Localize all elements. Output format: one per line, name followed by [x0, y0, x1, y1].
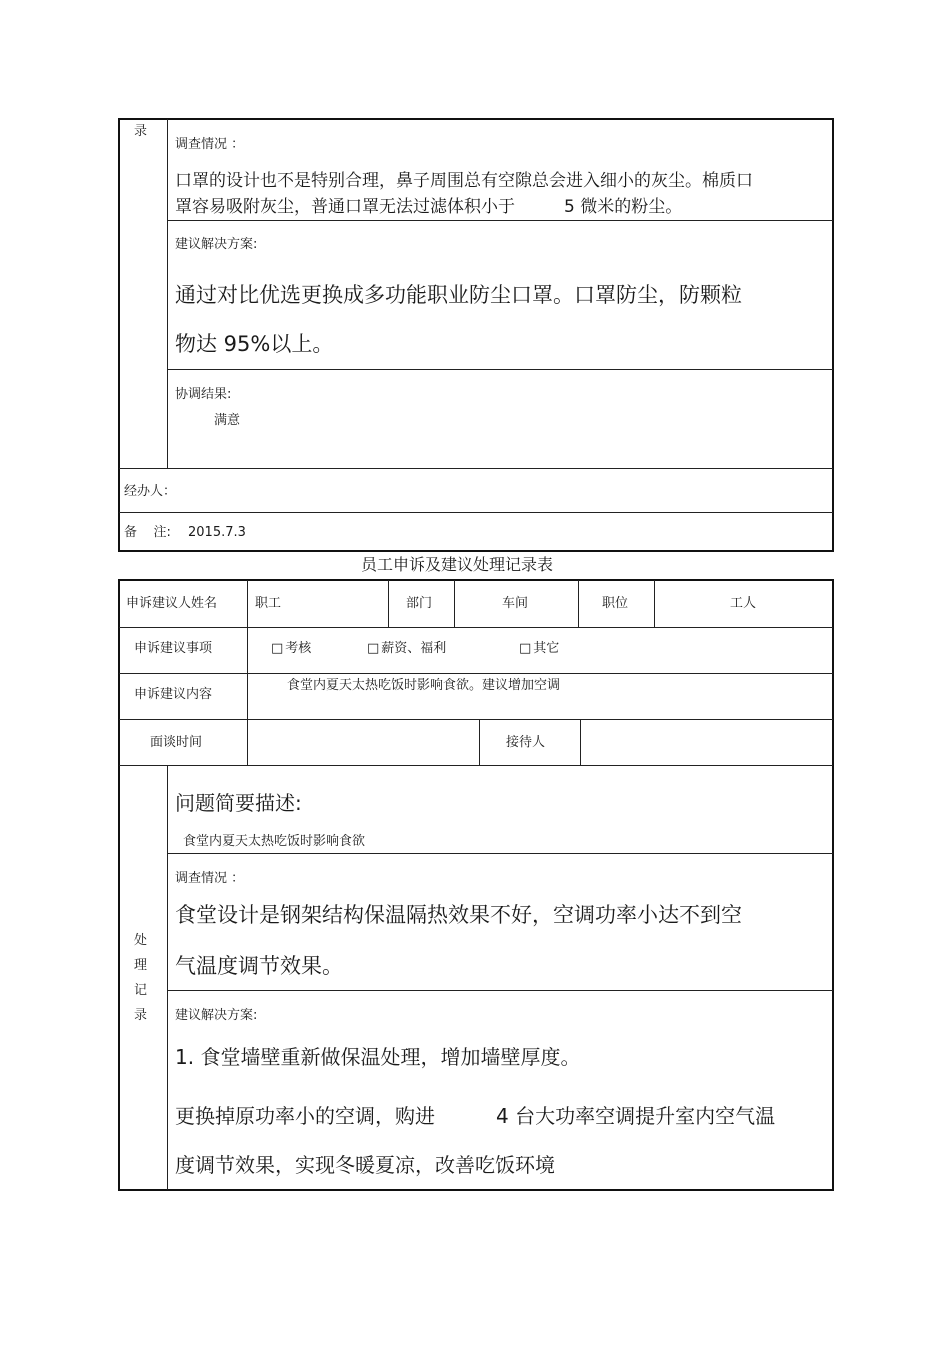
divider: [479, 719, 480, 765]
department-value: 车间: [502, 596, 529, 611]
record-side-label: 理: [134, 958, 148, 973]
matter-label: 申诉建议事项: [134, 641, 213, 656]
solution-text: 1. 食堂墙壁重新做保温处理，增加墙壁厚度。: [175, 1045, 581, 1069]
name-value: 职工: [255, 596, 282, 611]
solution-title: 建议解决方案:: [175, 1008, 258, 1023]
checkbox-appraisal[interactable]: □ 考核: [271, 642, 311, 655]
solution-text: 通过对比优选更换成多功能职业防尘口罩。口罩防尘，防颗粒: [175, 283, 742, 307]
problem-value: 食堂内夏天太热吃饭时影响食欲: [183, 834, 366, 849]
divider: [247, 580, 248, 766]
investigation-text: 5 微米的粉尘。: [564, 197, 683, 217]
divider: [167, 220, 833, 221]
divider: [119, 627, 833, 628]
divider: [167, 990, 833, 991]
result-value: 满意: [214, 413, 241, 428]
checkbox-salary-welfare[interactable]: □ 薪资、福利: [367, 642, 446, 655]
divider: [119, 719, 833, 720]
problem-title: 问题简要描述:: [175, 791, 302, 815]
solution-text: 4 台大功率空调提升室内空气温: [496, 1104, 776, 1128]
record-side-label: 录: [134, 1008, 148, 1023]
divider: [167, 765, 168, 1190]
position-label: 职位: [602, 596, 629, 611]
solution-title: 建议解决方案:: [175, 237, 258, 252]
solution-text: 物达 95%以上。: [175, 332, 334, 356]
divider: [388, 580, 389, 627]
divider: [580, 719, 581, 765]
form-title: 员工申诉及建议处理记录表: [361, 555, 554, 574]
position-value: 工人: [730, 596, 757, 611]
checkbox-other[interactable]: □ 其它: [519, 642, 559, 655]
interview-time-label: 面谈时间: [150, 735, 203, 750]
result-title: 协调结果:: [175, 387, 232, 402]
department-label: 部门: [406, 596, 433, 611]
investigation-text: 食堂设计是钢架结构保温隔热效果不好，空调功率小达不到空: [175, 903, 742, 927]
divider: [119, 673, 833, 674]
record-side-label: 记: [134, 983, 148, 998]
record-side-label: 录: [134, 124, 148, 139]
content-label: 申诉建议内容: [134, 687, 213, 702]
divider: [119, 512, 833, 513]
divider: [119, 765, 833, 766]
investigation-text: 气温度调节效果。: [175, 954, 343, 978]
investigation-title: 调查情况 ：: [175, 137, 245, 152]
investigation-title: 调查情况 ：: [175, 871, 245, 886]
name-label: 申诉建议人姓名: [126, 596, 218, 611]
content-value: 食堂内夏天太热吃饭时影响食欲。建议增加空调: [287, 678, 561, 693]
investigation-text: 口罩的设计也不是特别合理，鼻子周围总有空隙总会进入细小的灰尘。棉质口: [175, 171, 753, 191]
solution-text: 更换掉原功率小的空调，购进: [175, 1104, 435, 1128]
divider: [654, 580, 655, 627]
divider: [167, 369, 833, 370]
divider: [119, 468, 833, 469]
divider: [167, 119, 168, 468]
divider: [578, 580, 579, 627]
investigation-text: 罩容易吸附灰尘，普通口罩无法过滤体积小于: [175, 197, 515, 217]
handler-label: 经办人：: [124, 484, 177, 499]
record-side-label: 处: [134, 933, 148, 948]
divider: [454, 580, 455, 627]
remark-value: 2015.7.3: [188, 525, 246, 540]
receiver-label: 接待人: [506, 735, 546, 750]
remark-label: 备 注:: [124, 525, 171, 540]
solution-text: 度调节效果，实现冬暖夏凉，改善吃饭环境: [175, 1153, 555, 1177]
divider: [167, 853, 833, 854]
